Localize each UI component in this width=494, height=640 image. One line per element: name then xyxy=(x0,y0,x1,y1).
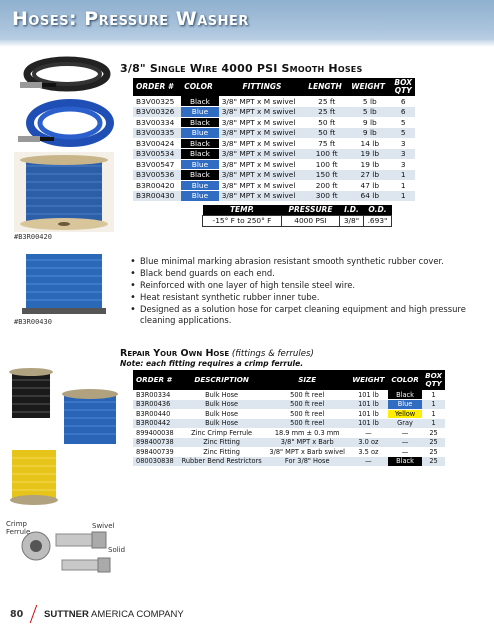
hose-qty-cell: 1 xyxy=(391,170,415,181)
hose-row xyxy=(133,107,415,118)
hose-fittings-cell: 3/8" MPT x M swivel xyxy=(219,159,306,170)
company-name xyxy=(44,609,184,620)
hose-weight-cell: 47 lb xyxy=(348,180,391,191)
repair-description-cell: Bulk Hose xyxy=(178,400,266,410)
hose-color-cell: Black xyxy=(181,149,218,160)
header-weight: WEIGHT xyxy=(348,78,391,96)
repair-header-description: DESCRIPTION xyxy=(178,370,266,390)
repair-color-cell: — xyxy=(388,447,422,457)
repair-description-cell: Zinc Fitting xyxy=(178,438,266,448)
repair-color-cell: Gray xyxy=(388,419,422,429)
hose-reel-b3r00420-photo xyxy=(14,152,114,232)
hose-qty-cell: 3 xyxy=(391,138,415,149)
hose-length-cell: 75 ft xyxy=(305,138,348,149)
repair-color-cell: Yellow xyxy=(388,409,422,419)
repair-row xyxy=(133,400,445,410)
hose-fittings-cell: 3/8" MPT x M swivel xyxy=(219,191,306,202)
repair-header-size: SIZE xyxy=(266,370,349,390)
id-header: I.D. xyxy=(340,205,364,215)
hose-row xyxy=(133,170,415,181)
hose-color-cell: Black xyxy=(181,96,218,107)
hose-color-cell: Black xyxy=(181,170,218,181)
hose-color-cell: Blue xyxy=(181,180,218,191)
repair-header-weight: WEIGHT xyxy=(349,370,388,390)
hose-fittings-cell: 3/8" MPT x M swivel xyxy=(219,128,306,139)
hose-qty-cell: 3 xyxy=(391,149,415,160)
repair-row xyxy=(133,390,445,400)
photo-label-b3r00420: #B3R00420 xyxy=(14,233,52,241)
repair-order-cell: 898400738 xyxy=(133,438,178,448)
hose-row xyxy=(133,149,415,160)
hose-coil-blue-photo xyxy=(12,96,118,150)
repair-color-cell: Blue xyxy=(388,400,422,410)
hose-qty-cell: 1 xyxy=(391,191,415,202)
hose-color-cell: Blue xyxy=(181,107,218,118)
hose-color-cell: Blue xyxy=(181,159,218,170)
hose-weight-cell: 19 lb xyxy=(348,159,391,170)
hose-order-cell: B3V00334 xyxy=(133,117,181,128)
hose-order-cell: B3V00424 xyxy=(133,138,181,149)
hose-weight-cell: 27 lb xyxy=(348,170,391,181)
footer-divider xyxy=(30,605,38,623)
repair-order-cell: 080030838 xyxy=(133,457,178,467)
hose-qty-cell: 5 xyxy=(391,117,415,128)
repair-qty-cell: 1 xyxy=(422,400,445,410)
bulk-hose-black-reel-photo xyxy=(6,366,56,422)
hose-row xyxy=(133,128,415,139)
hose-row xyxy=(133,159,415,170)
repair-size-cell: 3/8" MPT x Barb xyxy=(266,438,349,448)
hose-table-header xyxy=(133,78,415,96)
hose-qty-cell: 3 xyxy=(391,159,415,170)
hose-order-cell: B3V00547 xyxy=(133,159,181,170)
feature-list xyxy=(130,256,480,327)
repair-description-cell: Zinc Fitting xyxy=(178,447,266,457)
solid-label: Solid xyxy=(108,546,126,554)
repair-size-cell: 500 ft reel xyxy=(266,409,349,419)
repair-table xyxy=(133,370,445,467)
repair-order-cell: B3R00334 xyxy=(133,390,178,400)
hose-length-cell: 100 ft xyxy=(305,159,348,170)
repair-description-cell: Zinc Crimp Ferrule xyxy=(178,428,266,438)
hose-length-cell: 100 ft xyxy=(305,149,348,160)
hose-fittings-cell: 3/8" MPT x M swivel xyxy=(219,149,306,160)
company-name-bold: SUTTNER xyxy=(44,609,89,620)
hose-weight-cell: 5 lb xyxy=(348,96,391,107)
repair-qty-cell: 1 xyxy=(422,419,445,429)
repair-weight-cell: 101 lb xyxy=(349,390,388,400)
hose-weight-cell: 19 lb xyxy=(348,149,391,160)
hose-weight-cell: 9 lb xyxy=(348,128,391,139)
repair-weight-cell: 101 lb xyxy=(349,409,388,419)
hose-temp-table xyxy=(202,205,392,227)
header-fittings: FITTINGS xyxy=(219,78,306,96)
hose-row xyxy=(133,117,415,128)
repair-size-cell: 3/8" MPT x Barb swivel xyxy=(266,447,349,457)
feature-item: • Designed as a solution hose for carpet cleaning equipment and high pressure cleaning applications. xyxy=(130,304,480,326)
repair-size-cell: 500 ft reel xyxy=(266,400,349,410)
hose-row xyxy=(133,191,415,202)
repair-size-cell: 18.9 mm ± 0.3 mm xyxy=(266,428,349,438)
repair-qty-cell: 25 xyxy=(422,428,445,438)
hose-order-cell: B3V00326 xyxy=(133,107,181,118)
repair-color-cell: — xyxy=(388,438,422,448)
repair-size-cell: 500 ft reel xyxy=(266,419,349,429)
repair-qty-cell: 1 xyxy=(422,409,445,419)
hose-order-cell: B3V00335 xyxy=(133,128,181,139)
hose-color-cell: Black xyxy=(181,138,218,149)
hose-reel-b3r00430-photo xyxy=(14,250,114,316)
repair-size-cell: 500 ft reel xyxy=(266,390,349,400)
hose-order-cell: B3R00420 xyxy=(133,180,181,191)
pressure-value: 4000 PSI xyxy=(282,215,340,226)
hose-qty-cell: 1 xyxy=(391,180,415,191)
header-box-qty: BOX QTY xyxy=(391,78,415,96)
repair-weight-cell: 101 lb xyxy=(349,419,388,429)
hose-length-cell: 50 ft xyxy=(305,128,348,139)
hose-row xyxy=(133,180,415,191)
header-length: LENGTH xyxy=(305,78,348,96)
bulk-hose-yellow-reel-photo xyxy=(6,444,62,506)
hose-color-cell: Black xyxy=(181,117,218,128)
swivel-label: Swivel xyxy=(92,522,115,530)
hose-order-cell: B3R00430 xyxy=(133,191,181,202)
repair-note: Note: each fitting requires a crimp ferrule. xyxy=(120,359,304,368)
repair-weight-cell: — xyxy=(349,457,388,467)
hose-qty-cell: 6 xyxy=(391,107,415,118)
repair-weight-cell: — xyxy=(349,428,388,438)
hose-length-cell: 300 ft xyxy=(305,191,348,202)
repair-order-cell: 898400739 xyxy=(133,447,178,457)
bulk-hose-blue-reel-photo xyxy=(58,388,122,450)
hose-color-cell: Blue xyxy=(181,191,218,202)
repair-color-cell: Black xyxy=(388,457,422,467)
repair-row xyxy=(133,409,445,419)
repair-section-title xyxy=(120,348,314,359)
hose-qty-cell: 6 xyxy=(391,96,415,107)
hose-fittings-cell: 3/8" MPT x M swivel xyxy=(219,117,306,128)
hose-qty-cell: 5 xyxy=(391,128,415,139)
repair-description-cell: Bulk Hose xyxy=(178,409,266,419)
photo-label-b3r00430: #B3R00430 xyxy=(14,318,52,326)
repair-weight-cell: 101 lb xyxy=(349,400,388,410)
hose-fittings-cell: 3/8" MPT x M swivel xyxy=(219,96,306,107)
crimp-ferrule-label: Crimp Ferrule xyxy=(6,520,31,536)
pressure-header: PRESSURE xyxy=(282,205,340,215)
hose-order-cell: B3V00536 xyxy=(133,170,181,181)
hose-length-cell: 50 ft xyxy=(305,117,348,128)
repair-color-cell: Black xyxy=(388,390,422,400)
hose-length-cell: 25 ft xyxy=(305,107,348,118)
repair-description-cell: Bulk Hose xyxy=(178,419,266,429)
hose-fittings-cell: 3/8" MPT x M swivel xyxy=(219,180,306,191)
repair-order-cell: B3R00442 xyxy=(133,419,178,429)
hose-length-cell: 25 ft xyxy=(305,96,348,107)
header-color: COLOR xyxy=(181,78,218,96)
hose-weight-cell: 64 lb xyxy=(348,191,391,202)
feature-item: • Reinforced with one layer of high tensile steel wire. xyxy=(130,280,480,291)
repair-row xyxy=(133,438,445,448)
header-order: ORDER # xyxy=(133,78,181,96)
repair-header-color: COLOR xyxy=(388,370,422,390)
feature-item: • Blue minimal marking abrasion resistant smooth synthetic rubber cover. xyxy=(130,256,480,267)
hose-length-cell: 150 ft xyxy=(305,170,348,181)
hose-order-cell: B3V00534 xyxy=(133,149,181,160)
hose-weight-cell: 9 lb xyxy=(348,117,391,128)
repair-qty-cell: 25 xyxy=(422,457,445,467)
page-number: 80 xyxy=(10,609,24,620)
temp-value: -15° F to 250° F xyxy=(203,215,282,226)
hose-color-cell: Blue xyxy=(181,128,218,139)
repair-row xyxy=(133,428,445,438)
hose-fittings-cell: 3/8" MPT x M swivel xyxy=(219,107,306,118)
repair-table-header xyxy=(133,370,445,390)
od-header: O.D. xyxy=(364,205,392,215)
hose-length-cell: 200 ft xyxy=(305,180,348,191)
temp-header: TEMP. xyxy=(203,205,282,215)
repair-color-cell: — xyxy=(388,428,422,438)
repair-qty-cell: 25 xyxy=(422,438,445,448)
repair-description-cell: Rubber Bend Restrictors xyxy=(178,457,266,467)
repair-row xyxy=(133,419,445,429)
hose-section-title: 3/8" Single Wire 4000 PSI Smooth Hoses xyxy=(120,62,363,75)
od-value: .693" xyxy=(364,215,392,226)
repair-order-cell: B3R00440 xyxy=(133,409,178,419)
repair-order-cell: 899400038 xyxy=(133,428,178,438)
repair-size-cell: For 3/8" Hose xyxy=(266,457,349,467)
company-name-rest: AMERICA COMPANY xyxy=(88,609,184,620)
hose-row xyxy=(133,138,415,149)
repair-row xyxy=(133,447,445,457)
repair-header-order: ORDER # xyxy=(133,370,178,390)
feature-item: • Black bend guards on each end. xyxy=(130,268,480,279)
hose-weight-cell: 14 lb xyxy=(348,138,391,149)
repair-qty-cell: 25 xyxy=(422,447,445,457)
hose-row xyxy=(133,96,415,107)
repair-weight-cell: 3.0 oz xyxy=(349,438,388,448)
id-value: 3/8" xyxy=(340,215,364,226)
repair-weight-cell: 3.5 oz xyxy=(349,447,388,457)
repair-description-cell: Bulk Hose xyxy=(178,390,266,400)
hose-fittings-cell: 3/8" MPT x M swivel xyxy=(219,138,306,149)
repair-header-box-qty: BOX QTY xyxy=(422,370,445,390)
hose-spec-table xyxy=(133,78,415,202)
repair-qty-cell: 1 xyxy=(422,390,445,400)
hose-fittings-cell: 3/8" MPT x M swivel xyxy=(219,170,306,181)
repair-order-cell: B3R00436 xyxy=(133,400,178,410)
hose-coil-black-photo xyxy=(12,54,118,92)
page-title: Hoses: Pressure Washer xyxy=(12,8,249,30)
repair-row xyxy=(133,457,445,467)
repair-title-main: Repair Your Own Hose xyxy=(120,348,230,359)
repair-title-sub: (fittings & ferrules) xyxy=(229,349,314,359)
hose-weight-cell: 5 lb xyxy=(348,107,391,118)
hose-order-cell: B3V00325 xyxy=(133,96,181,107)
feature-item: • Heat resistant synthetic rubber inner tube. xyxy=(130,292,480,303)
